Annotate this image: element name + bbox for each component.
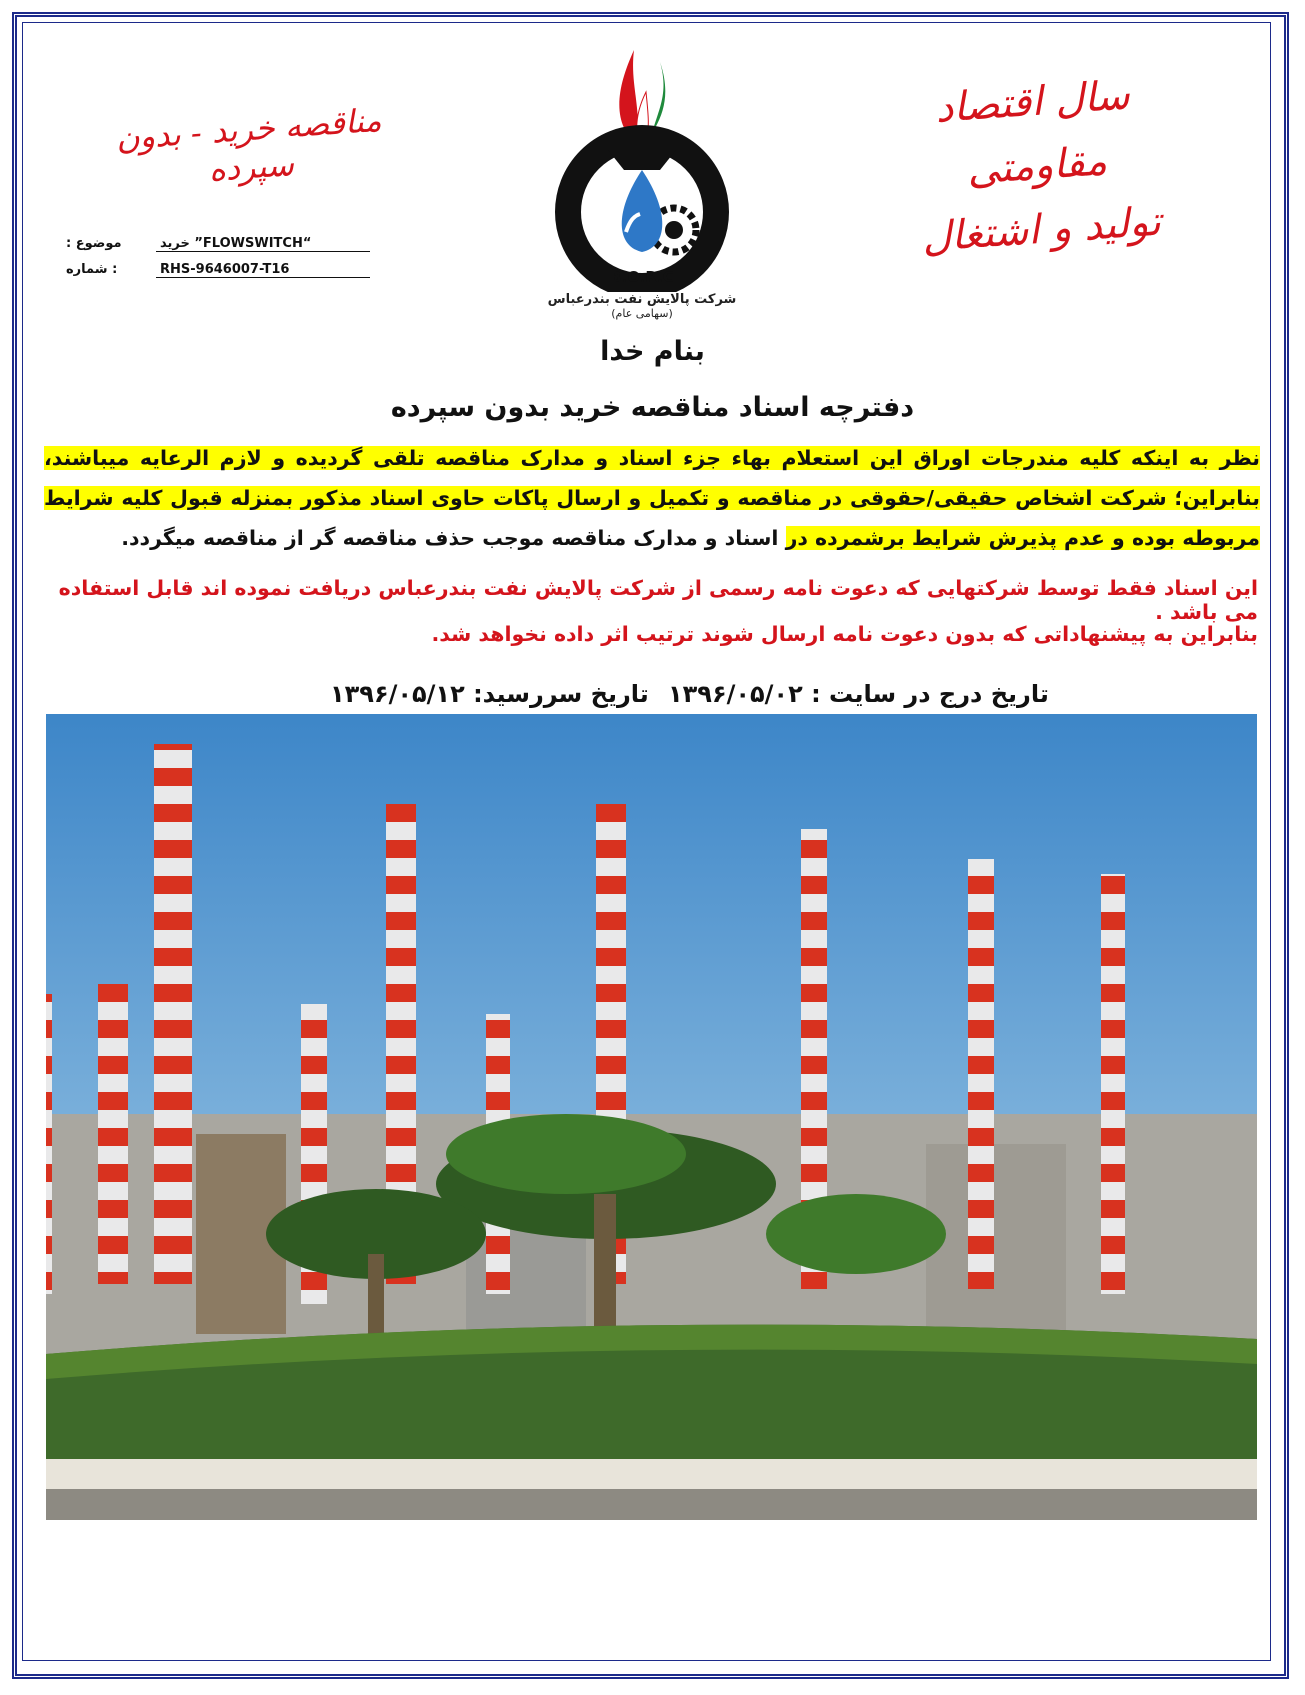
- posted-date: [668, 680, 1049, 716]
- bismillah-heading: بنام خدا: [600, 336, 705, 367]
- conditions-paragraph: [44, 438, 1260, 558]
- highlighted-text: نظر به اینکه کلیه مندرجات اوراق این استعلام بهاء جزء اسناد و مدارک مناقصه تلقی گردیده و لازم الرعایه میباشند، بنابراین؛ شرکت اشخاص حقیقی/حقوقی در مناقصه و تکمیل و ارسال پاکات حاوی اسناد مذکور بمنزله قبول کلیه شرایط مربوطه بوده و عدم پذیرش شرایط برشمرده در: [44, 446, 1260, 550]
- borc-letters: B.O.R.C: [610, 268, 674, 286]
- notice-line-2: بنابراین به پیشنهاداتی که بدون دعوت نامه ارسال شوند ترتیب اثر داده نخواهد شد.: [431, 622, 1258, 646]
- plain-text: اسناد و مدارک مناقصه موجب حذف مناقصه گر از مناقصه میگردد.: [121, 526, 779, 550]
- due-date: [330, 680, 649, 716]
- company-logo: [522, 42, 762, 320]
- number-row: [66, 262, 366, 284]
- company-type-text: (سهامی عام): [611, 307, 673, 320]
- posted-date-value: ۱۳۹۶/۰۵/۰۲: [668, 680, 803, 708]
- company-name: [522, 292, 762, 320]
- number-label: : شماره: [66, 262, 118, 277]
- due-date-value: ۱۳۹۶/۰۵/۱۲: [330, 680, 465, 708]
- document-title: دفترچه اسناد مناقصه خرید بدون سپرده: [390, 392, 915, 423]
- number-value: RHS-9646007-T16: [156, 262, 370, 278]
- slogan-line-1: سال اقتصاد مقاومتی: [933, 72, 1132, 194]
- posted-date-label: تاریخ درج در سایت :: [811, 680, 1049, 708]
- due-date-label: تاریخ سررسید:: [473, 680, 649, 708]
- borc-emblem-icon: [522, 42, 762, 292]
- notice-line-1: این اسناد فقط توسط شرکتهایی که دعوت نامه رسمی از شرکت پالایش نفت بندرعباس دریافت نموده اند قابل استفاده می باشد .: [58, 576, 1258, 624]
- year-slogan: [881, 60, 1194, 272]
- subject-label: موضوع :: [66, 236, 122, 251]
- refinery-photo: [46, 714, 1257, 1520]
- subject-row: [66, 236, 366, 258]
- company-name-text: شرکت پالایش نفت بندرعباس: [547, 292, 737, 307]
- subject-value: خرید ”FLOWSWITCH“: [156, 236, 370, 252]
- tender-type-heading: مناقصه خرید - بدون سپرده: [114, 100, 383, 189]
- slogan-line-2: تولید و اشتغال: [920, 198, 1163, 262]
